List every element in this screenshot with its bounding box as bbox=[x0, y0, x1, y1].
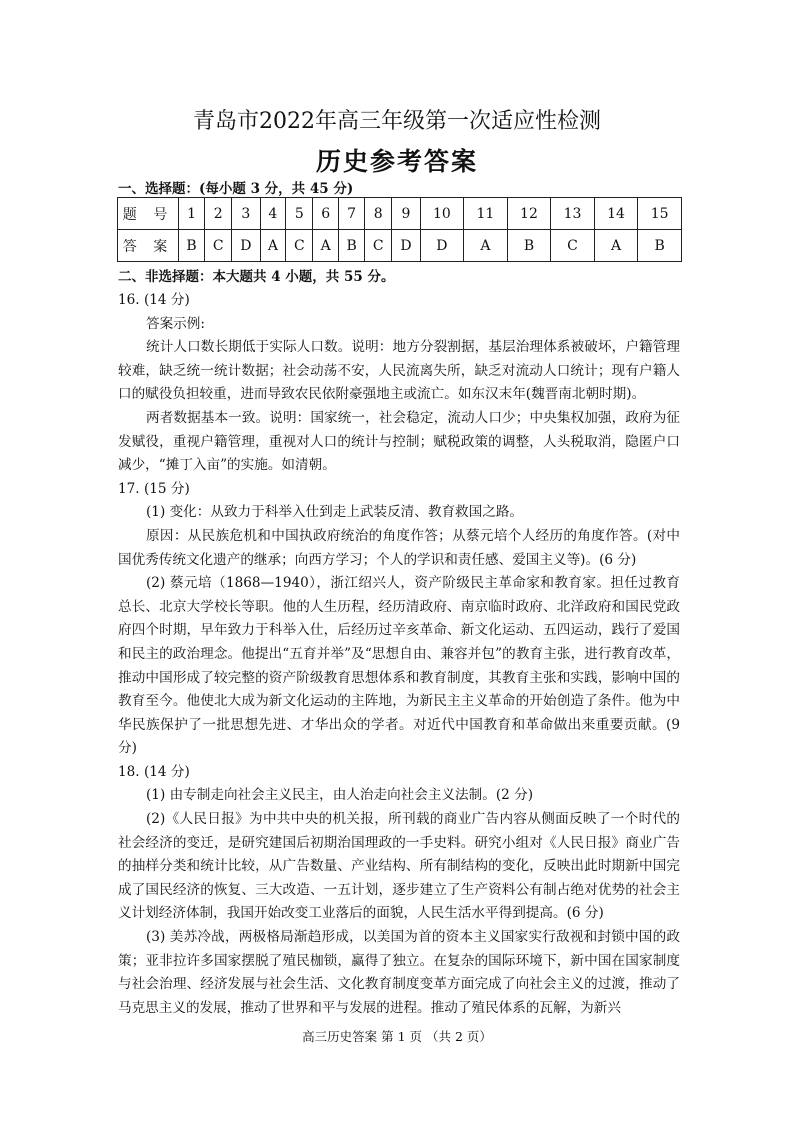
q16-paragraph-1: 统计人口数长期低于实际人口数。说明：地方分裂割据，基层治理体系被破坏，户籍管理较难，缺乏统一统计数据；社会动荡不安，人民流离失所，缺乏对流动人口统计；现有户籍人口的赋役负担较重，进而导致农民依附豪强地主或流亡。如东汉末年(魏晋南北朝时期)。 bbox=[118, 339, 680, 403]
answer-cell: C bbox=[205, 230, 232, 262]
answer-cell: A bbox=[260, 230, 286, 262]
answer-cell: B bbox=[179, 230, 205, 262]
answer-cell: B bbox=[507, 230, 551, 262]
document-subtitle: 历史参考答案 bbox=[315, 147, 478, 176]
question-number-cell: 8 bbox=[365, 198, 392, 230]
q18-paragraph-2: (2)《人民日报》为中共中央的机关报，所刊载的商业广告内容从侧面反映了一个时代的社会经济的变迁，是研究建国后初期治国理政的一手史料。研究小组对《人民日报》商业广告的抽样分类和统计比较，从广告数量、产业结构、所有制结构的变化，反映出此时期新中国完成了国民经济的恢复、三大改造、一五计划，逐步建立了生产资料公有制占绝对优势的社会主义计划经济体制，我国开始改变工业落后的面貌，人民生活水平得到提高。(6 分) bbox=[118, 811, 680, 922]
page-footer: 高三历史答案 第 1 页 （共 2 页） bbox=[302, 1029, 492, 1044]
question-number-cell: 10 bbox=[420, 198, 464, 230]
answer-cell: A bbox=[464, 230, 508, 262]
answer-cell: A bbox=[594, 230, 638, 262]
document-title: 青岛市2022年高三年级第一次适应性检测 bbox=[193, 109, 601, 134]
question-number-cell: 5 bbox=[286, 198, 313, 230]
row-label-answer: 答 案 bbox=[118, 230, 179, 262]
q16-heading: 16. (14 分) bbox=[118, 292, 190, 308]
answer-cell: B bbox=[339, 230, 365, 262]
answer-cell: B bbox=[638, 230, 682, 262]
q18-paragraph-3: (3) 美苏冷战，两极格局渐趋形成，以美国为首的资本主义国家实行敌视和封锁中国的政策；亚非拉许多国家摆脱了殖民枷锁，赢得了独立。在复杂的国际环境下，新中国在国家制度与社会治理、经济发展与社会生活、文化教育制度变革方面完成了向社会主义的过渡，推动了马克思主义的发展，推动了世界和平与发展的进程。推动了殖民体系的瓦解，为新兴 bbox=[118, 929, 680, 1016]
q16-paragraph-2: 两者数据基本一致。说明：国家统一，社会稳定，流动人口少；中央集权加强，政府为征发赋役，重视户籍管理，重视对人口的统计与控制；赋税政策的调整，人头税取消，隐匿户口减少，“摊丁入亩”的实施。如清朝。 bbox=[118, 409, 680, 474]
question-number-cell: 7 bbox=[339, 198, 365, 230]
answer-cell: C bbox=[365, 230, 392, 262]
question-number-cell: 1 bbox=[179, 198, 205, 230]
q18-heading: 18. (14 分) bbox=[118, 763, 190, 780]
question-number-cell: 11 bbox=[464, 198, 508, 230]
q17-paragraph-1: (1) 变化：从致力于科举入仕到走上武装反清、教育救国之路。 bbox=[146, 504, 524, 521]
question-number-row bbox=[118, 198, 682, 230]
answer-cell: D bbox=[392, 230, 420, 262]
section-2-heading: 二、非选择题：本大题共 4 小题，共 55 分。 bbox=[118, 269, 395, 285]
answer-key-table bbox=[117, 197, 682, 262]
answer-cell: A bbox=[313, 230, 339, 262]
question-number-cell: 2 bbox=[205, 198, 232, 230]
answer-cell: C bbox=[286, 230, 313, 262]
question-number-cell: 13 bbox=[551, 198, 595, 230]
answer-cell: C bbox=[551, 230, 595, 262]
q17-paragraph-2: 原因：从民族危机和中国执政府统治的角度作答；从蔡元培个人经历的角度作答。(对中国优秀传统文化遗产的继承；向西方学习；个人的学识和责任感、爱国主义等)。(6 分) bbox=[118, 527, 680, 568]
question-number-cell: 12 bbox=[507, 198, 551, 230]
question-number-cell: 9 bbox=[392, 198, 420, 230]
question-number-cell: 6 bbox=[313, 198, 339, 230]
answer-body bbox=[118, 289, 680, 1020]
question-number-cell: 4 bbox=[260, 198, 286, 230]
question-number-cell: 15 bbox=[638, 198, 682, 230]
row-label-number: 题 号 bbox=[118, 198, 179, 230]
question-number-cell: 3 bbox=[232, 198, 260, 230]
q17-heading: 17. (15 分) bbox=[118, 480, 190, 497]
answer-cell: D bbox=[232, 230, 260, 262]
answer-cell: D bbox=[420, 230, 464, 262]
q16-example-label: 答案示例: bbox=[146, 315, 205, 332]
section-1-heading: 一、选择题：(每小题 3 分，共 45 分) bbox=[118, 181, 354, 197]
q18-paragraph-1: (1) 由专制走向社会主义民主，由人治走向社会主义法制。(2 分) bbox=[146, 787, 533, 804]
question-number-cell: 14 bbox=[594, 198, 638, 230]
q17-paragraph-3: (2) 蔡元培（1868—1940），浙江绍兴人，资产阶级民主革命家和教育家。担任过教育总长、北京大学校长等职。他的人生历程，经历清政府、南京临时政府、北洋政府和国民党政府四个时期，早年致力于科举入仕，后经历过辛亥革命、新文化运动、五四运动，践行了爱国和民主的政治理念。他提出“五育并举”及“思想自由、兼容并包”的教育主张，进行教育改革，推动中国形成了较完整的资产阶级教育思想体系和教育制度，其教育主张和实践，影响中国的教育至今。他使北大成为新文化运动的主阵地，为新民主主义革命的开始创造了条件。他为中华民族保护了一批思想先进、才华出众的学者。对近代中国教育和革命做出来重要贡献。(9 分) bbox=[118, 575, 680, 757]
answer-row bbox=[118, 230, 682, 262]
